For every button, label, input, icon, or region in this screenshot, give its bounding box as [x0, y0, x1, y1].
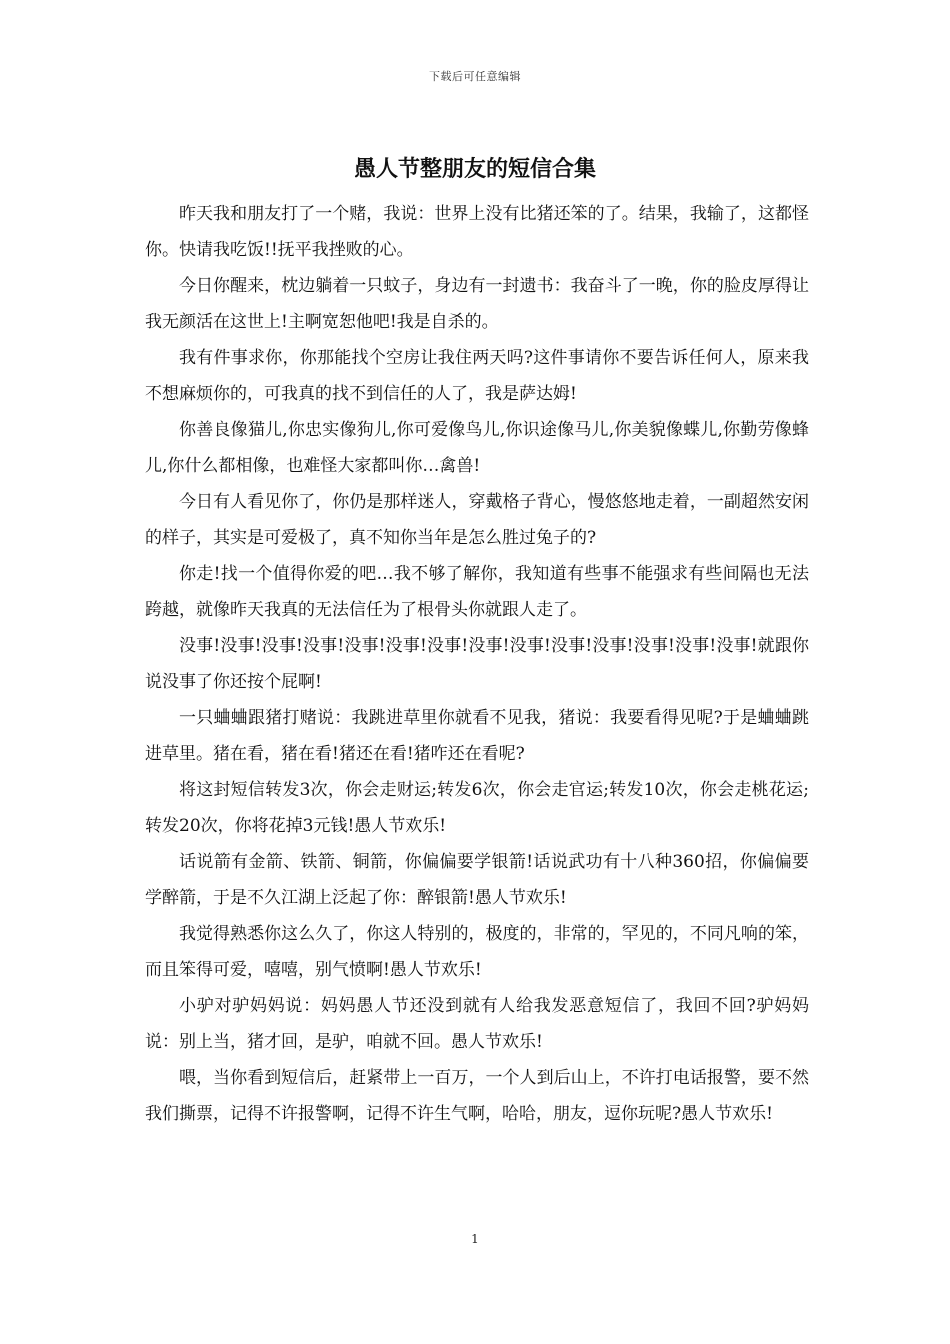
- page-number: 1: [471, 1232, 479, 1246]
- paragraph-13: 喂，当你看到短信后，赶紧带上一百万，一个人到后山上，不许打电话报警，要不然我们撕票，记得不许报警啊，记得不许生气啊，哈哈，朋友，逗你玩呢?愚人节欢乐!: [145, 1068, 809, 1124]
- paragraph-5: 今日有人看见你了，你仍是那样迷人，穿戴格子背心，慢悠悠地走着，一副超然安闲的样子，其实是可爱极了，真不知你当年是怎么胜过兔子的?: [145, 492, 809, 548]
- paragraph-11: 我觉得熟悉你这么久了，你这人特别的，极度的，非常的，罕见的，不同凡响的笨，而且笨得可爱，嘻嘻，别气愤啊!愚人节欢乐!: [145, 924, 809, 980]
- document-body: [145, 196, 809, 1132]
- paragraph-4: 你善良像猫儿,你忠实像狗儿,你可爱像鸟儿,你识途像马儿,你美貌像蝶儿,你勤劳像蜂儿,你什么都相像，也难怪大家都叫你…禽兽!: [145, 420, 809, 476]
- paragraph-8: 一只蛐蛐跟猪打赌说：我跳进草里你就看不见我，猪说：我要看得见呢?于是蛐蛐跳进草里。猪在看，猪在看!猪还在看!猪咋还在看呢?: [145, 708, 809, 764]
- paragraph-1: 昨天我和朋友打了一个赌，我说：世界上没有比猪还笨的了。结果，我输了，这都怪你。快请我吃饭!!抚平我挫败的心。: [145, 204, 809, 260]
- paragraph-9: 将这封短信转发3次，你会走财运;转发6次，你会走官运;转发10次，你会走桃花运;转发20次，你将花掉3元钱!愚人节欢乐!: [145, 780, 809, 836]
- paragraph-12: 小驴对驴妈妈说：妈妈愚人节还没到就有人给我发恶意短信了，我回不回?驴妈妈说：别上当，猪才回，是驴，咱就不回。愚人节欢乐!: [145, 996, 809, 1052]
- document-title: 愚人节整朋友的短信合集: [353, 157, 596, 182]
- page-header: 下载后可任意编辑: [429, 70, 521, 83]
- paragraph-6: 你走!找一个值得你爱的吧…我不够了解你，我知道有些事不能强求有些间隔也无法跨越，就像昨天我真的无法信任为了根骨头你就跟人走了。: [145, 564, 809, 620]
- paragraph-2: 今日你醒来，枕边躺着一只蚊子，身边有一封遗书：我奋斗了一晚，你的脸皮厚得让我无颜活在这世上!主啊宽恕他吧!我是自杀的。: [145, 276, 809, 332]
- paragraph-10: 话说箭有金箭、铁箭、铜箭，你偏偏要学银箭!话说武功有十八种360招，你偏偏要学醉箭，于是不久江湖上泛起了你：醉银箭!愚人节欢乐!: [145, 852, 809, 908]
- paragraph-7: 没事!没事!没事!没事!没事!没事!没事!没事!没事!没事!没事!没事!没事!没事!就跟你说没事了你还按个屁啊!: [145, 636, 809, 692]
- paragraph-3: 我有件事求你，你那能找个空房让我住两天吗?这件事请你不要告诉任何人，原来我不想麻烦你的，可我真的找不到信任的人了，我是萨达姆!: [145, 348, 809, 404]
